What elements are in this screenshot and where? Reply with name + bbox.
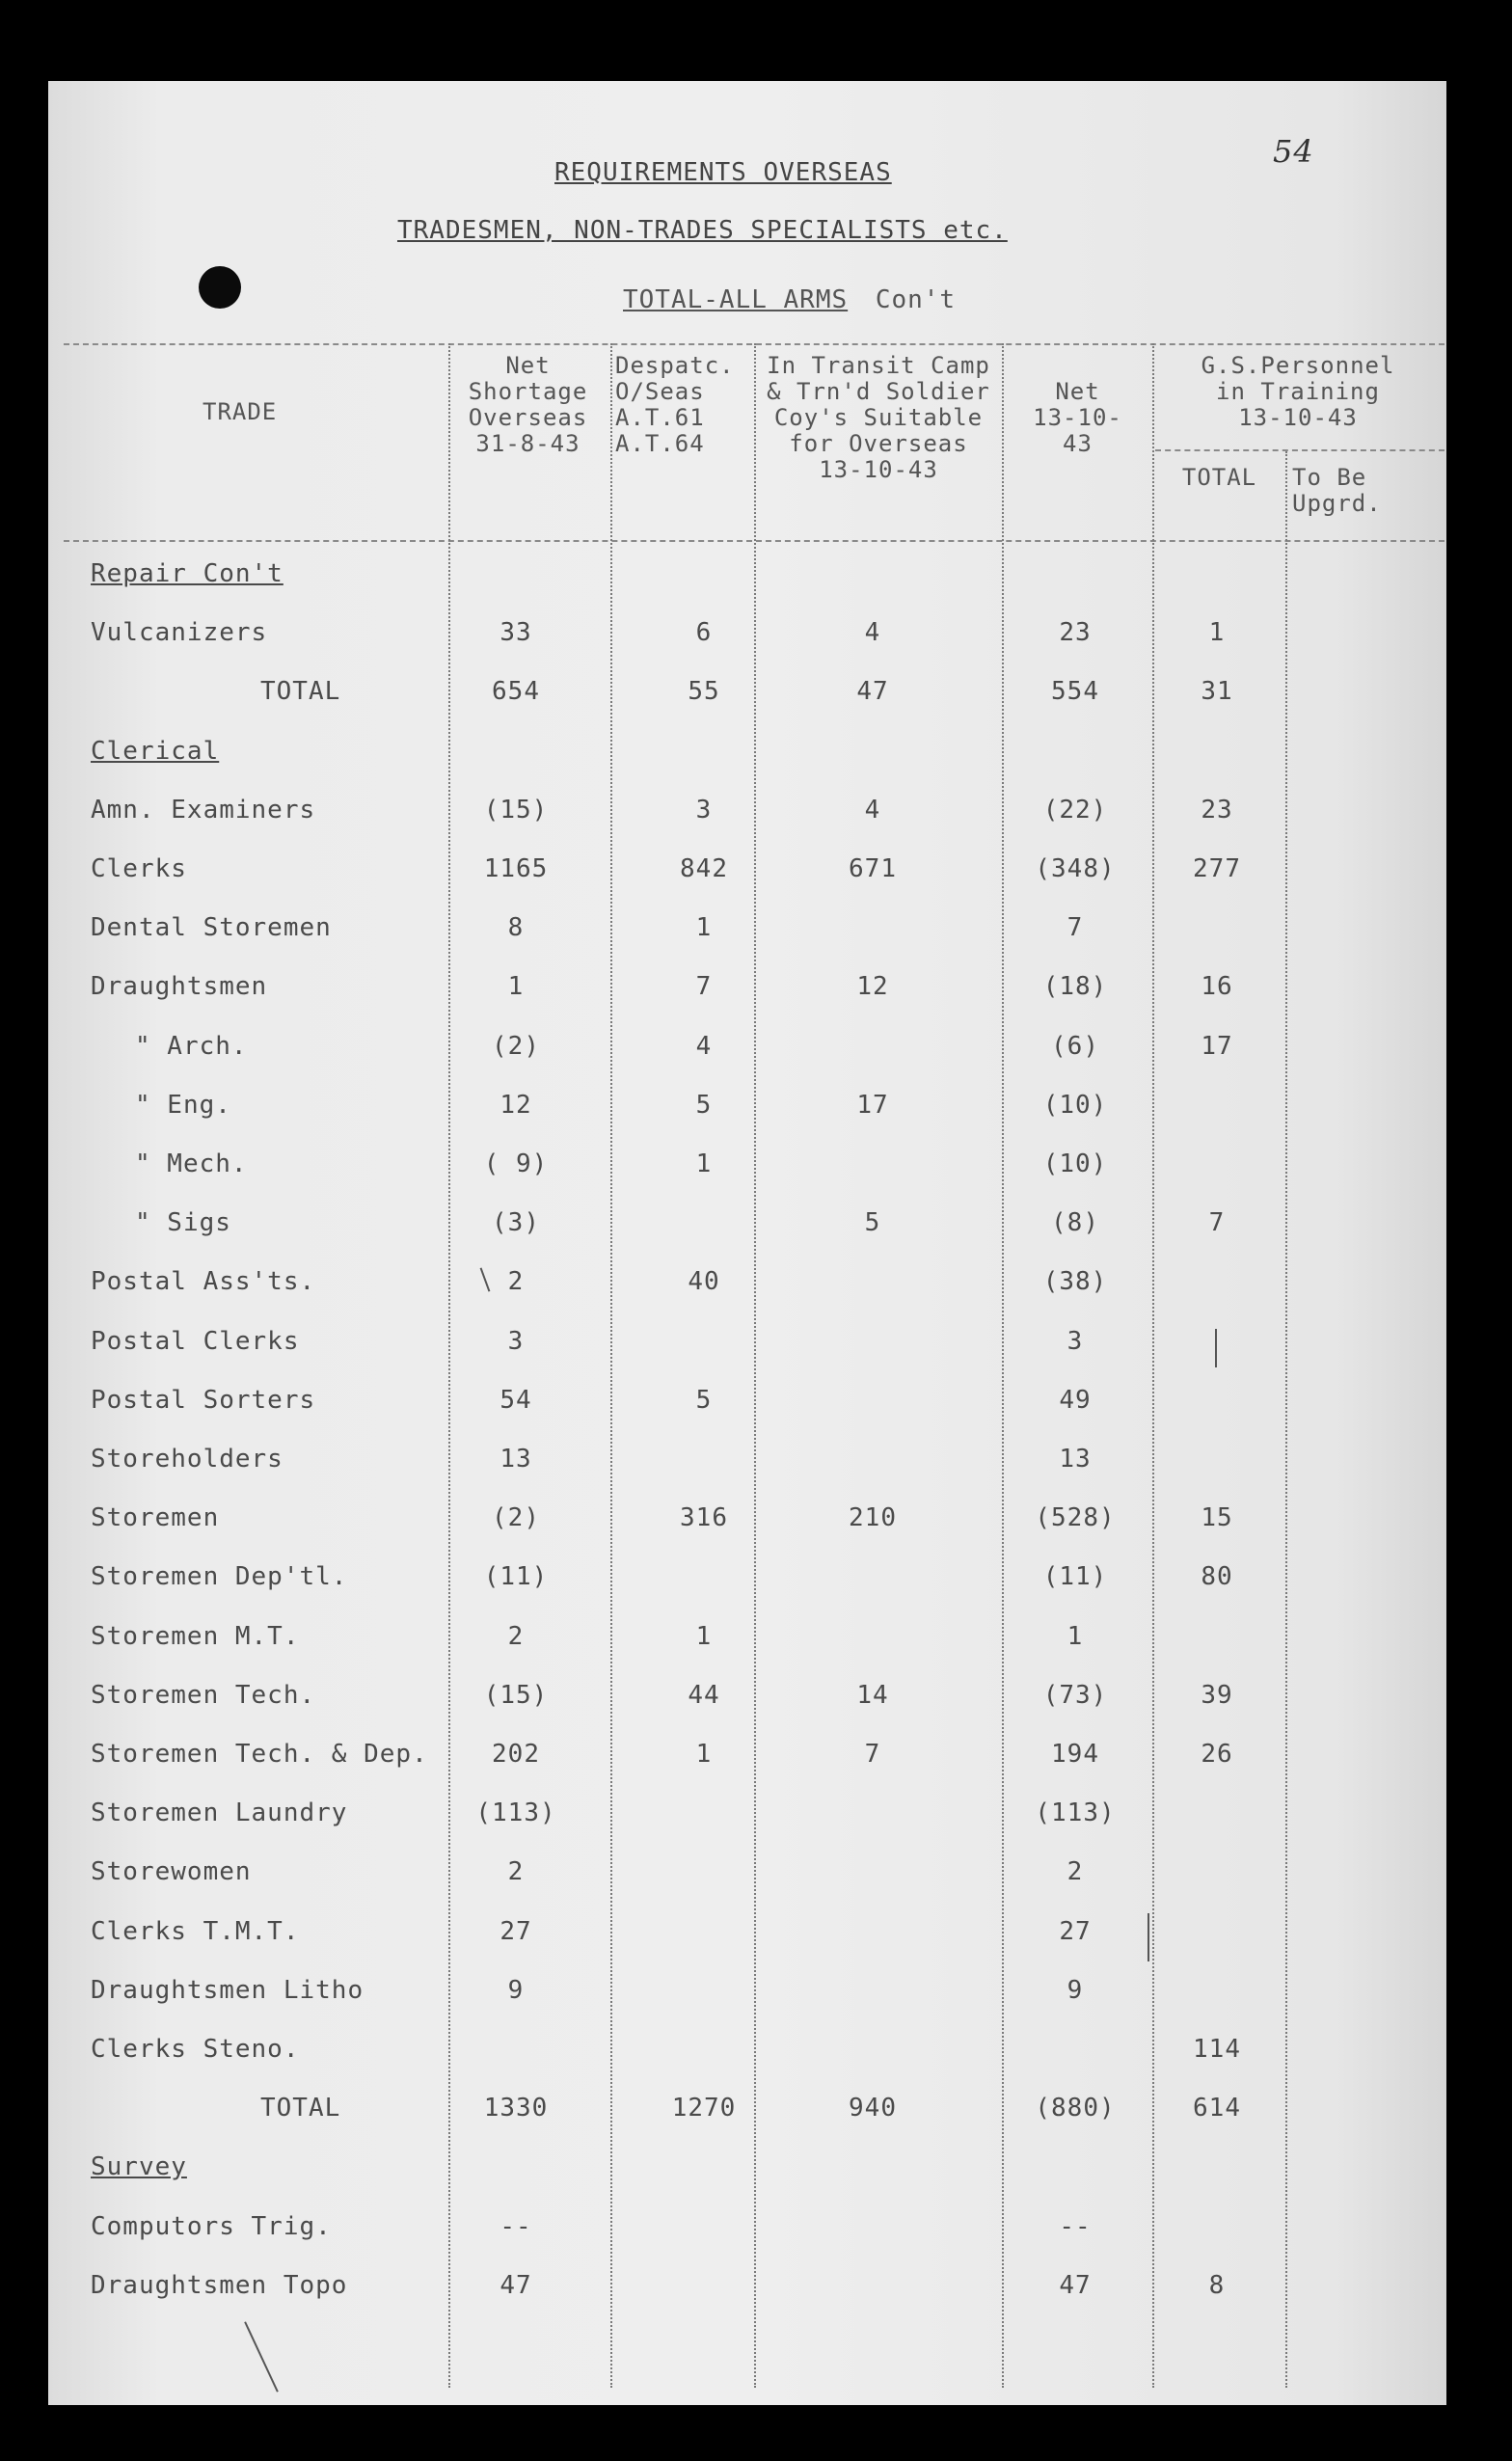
header-to-be-upgraded-line: Upgrd. bbox=[1292, 490, 1382, 517]
cell-col-4: (10) bbox=[1042, 1149, 1108, 1178]
cell-col-1: 33 bbox=[500, 618, 532, 648]
cell-col-5: 80 bbox=[1201, 1562, 1233, 1592]
cell-col-3: 210 bbox=[849, 1503, 897, 1533]
cell-col-4: (22) bbox=[1042, 795, 1108, 825]
section-heading: Survey bbox=[91, 2152, 187, 2182]
trade-label: " Mech. bbox=[135, 1149, 248, 1178]
trade-label: Draughtsmen Litho bbox=[91, 1975, 364, 2005]
col-sep-5 bbox=[1152, 343, 1154, 2388]
document-page bbox=[48, 81, 1446, 2405]
header-trade: TRADE bbox=[202, 398, 278, 425]
col-sep-2 bbox=[610, 343, 612, 2388]
trade-label: " Sigs bbox=[135, 1208, 231, 1238]
col-sep-3 bbox=[754, 343, 756, 2388]
trade-label: Amn. Examiners bbox=[91, 795, 316, 825]
cell-col-4: 47 bbox=[1059, 2270, 1092, 2300]
cell-col-5: 16 bbox=[1201, 972, 1233, 1002]
cell-col-5: 31 bbox=[1201, 677, 1233, 707]
pen-mark bbox=[244, 2321, 279, 2392]
trade-label: Postal Ass'ts. bbox=[91, 1267, 316, 1297]
total-label: TOTAL bbox=[260, 677, 341, 707]
header-net bbox=[1003, 379, 1152, 457]
cell-col-2: 4 bbox=[695, 1031, 713, 1061]
header-net-line: 13-10- bbox=[1033, 404, 1122, 431]
cell-col-3: 671 bbox=[849, 854, 897, 883]
header-net-line: Net bbox=[1055, 378, 1100, 405]
trade-label: " Arch. bbox=[135, 1031, 248, 1061]
header-net-shortage-line: Overseas bbox=[468, 404, 588, 431]
col-sep-6 bbox=[1285, 451, 1287, 2388]
pen-mark bbox=[1148, 1913, 1149, 1961]
cell-col-5: 614 bbox=[1193, 2094, 1241, 2123]
cell-col-4: 1 bbox=[1066, 1621, 1084, 1651]
trade-label: Vulcanizers bbox=[91, 618, 268, 648]
cell-col-5: 114 bbox=[1193, 2035, 1241, 2064]
header-despatched bbox=[609, 353, 760, 457]
cell-col-1: 54 bbox=[500, 1385, 532, 1415]
cell-col-4: 27 bbox=[1059, 1916, 1092, 1946]
cell-col-2: 44 bbox=[688, 1680, 720, 1710]
header-in-transit-line: & Trn'd Soldier bbox=[767, 378, 990, 405]
cell-col-3: 17 bbox=[856, 1090, 889, 1120]
title-line-3-main: TOTAL-ALL ARMS bbox=[623, 285, 849, 314]
cell-col-3: 7 bbox=[864, 1740, 881, 1769]
cell-col-1: 654 bbox=[492, 677, 540, 707]
header-in-transit-line: In Transit Camp bbox=[767, 352, 990, 379]
header-to-be-upgraded-line: To Be bbox=[1292, 464, 1367, 491]
cell-col-2: 1 bbox=[695, 1740, 713, 1769]
cell-col-5: 26 bbox=[1201, 1740, 1233, 1769]
trade-label: Postal Sorters bbox=[91, 1385, 316, 1415]
trade-label: Draughtsmen bbox=[91, 972, 268, 1002]
header-gs-personnel bbox=[1153, 353, 1443, 431]
trade-label: Dental Storemen bbox=[91, 913, 332, 943]
cell-col-4: 554 bbox=[1051, 677, 1099, 707]
trade-label: Storemen Laundry bbox=[91, 1798, 348, 1828]
trade-label: Storeholders bbox=[91, 1445, 284, 1474]
trade-label: Computors Trig. bbox=[91, 2211, 332, 2241]
cell-col-5: 15 bbox=[1201, 1503, 1233, 1533]
header-net-line: 43 bbox=[1063, 430, 1093, 457]
cell-col-5: 1 bbox=[1208, 618, 1226, 648]
cell-col-2: 7 bbox=[695, 972, 713, 1002]
page-number: 54 bbox=[1273, 133, 1314, 170]
cell-col-1: (3) bbox=[492, 1208, 540, 1238]
header-to-be-upgraded bbox=[1286, 465, 1450, 517]
cell-col-4: (10) bbox=[1042, 1090, 1108, 1120]
cell-col-4: 9 bbox=[1066, 1975, 1084, 2005]
header-in-transit-line: for Overseas bbox=[789, 430, 968, 457]
cell-col-4: -- bbox=[1059, 2211, 1092, 2241]
col-sep-1 bbox=[448, 343, 450, 2388]
trade-label: Storemen M.T. bbox=[91, 1621, 300, 1651]
trade-label: Storemen Dep'tl. bbox=[91, 1562, 348, 1592]
trade-label: " Eng. bbox=[135, 1090, 231, 1120]
header-gs-personnel-line: 13-10-43 bbox=[1238, 404, 1358, 431]
cell-col-1: (11) bbox=[483, 1562, 549, 1592]
header-despatched-line: A.T.61 bbox=[615, 404, 705, 431]
cell-col-1: -- bbox=[500, 2211, 532, 2241]
cell-col-4: 7 bbox=[1066, 913, 1084, 943]
trade-label: Clerks Steno. bbox=[91, 2035, 300, 2064]
cell-col-2: 842 bbox=[680, 854, 728, 883]
punch-hole bbox=[199, 266, 241, 309]
cell-col-4: (73) bbox=[1042, 1680, 1108, 1710]
total-label: TOTAL bbox=[260, 2094, 341, 2123]
cell-col-5: 23 bbox=[1201, 795, 1233, 825]
cell-col-2: 5 bbox=[695, 1090, 713, 1120]
cell-col-3: 14 bbox=[856, 1680, 889, 1710]
cell-col-4: 194 bbox=[1051, 1740, 1099, 1769]
cell-col-2: 316 bbox=[680, 1503, 728, 1533]
cell-col-4: (8) bbox=[1051, 1208, 1099, 1238]
header-net-shortage bbox=[429, 353, 627, 457]
cell-col-5: 17 bbox=[1201, 1031, 1233, 1061]
cell-col-4: (18) bbox=[1042, 972, 1108, 1002]
cell-col-4: (6) bbox=[1051, 1031, 1099, 1061]
cell-col-1: ( 9) bbox=[483, 1149, 549, 1178]
cell-col-3: 5 bbox=[864, 1208, 881, 1238]
trade-label: Storemen Tech. bbox=[91, 1680, 316, 1710]
cell-col-4: (38) bbox=[1042, 1267, 1108, 1297]
cell-col-3: 47 bbox=[856, 677, 889, 707]
title-line-3 bbox=[623, 285, 956, 314]
cell-col-2: 6 bbox=[695, 618, 713, 648]
cell-col-1: 1330 bbox=[483, 2094, 549, 2123]
cell-col-4: 13 bbox=[1059, 1445, 1092, 1474]
cell-col-1: (113) bbox=[475, 1798, 556, 1828]
cell-col-1: 2 bbox=[507, 1857, 525, 1887]
cell-col-4: 23 bbox=[1059, 618, 1092, 648]
cell-col-3: 940 bbox=[849, 2094, 897, 2123]
trade-label: Clerks T.M.T. bbox=[91, 1916, 300, 1946]
cell-col-1: 9 bbox=[507, 1975, 525, 2005]
cell-col-1: 3 bbox=[507, 1326, 525, 1356]
cell-col-2: 1 bbox=[695, 1621, 713, 1651]
cell-col-1: 13 bbox=[500, 1445, 532, 1474]
cell-col-5: 8 bbox=[1208, 2270, 1226, 2300]
trade-label: Clerks bbox=[91, 854, 187, 883]
cell-col-2: 5 bbox=[695, 1385, 713, 1415]
cell-col-3: 4 bbox=[864, 618, 881, 648]
header-gs-total: TOTAL bbox=[1181, 464, 1257, 491]
header-gs-personnel-line: G.S.Personnel bbox=[1201, 352, 1395, 379]
title-line-3-suffix: Con't bbox=[875, 285, 957, 314]
header-despatched-line: O/Seas bbox=[615, 378, 705, 405]
cell-col-5: 39 bbox=[1201, 1680, 1233, 1710]
trade-label: Postal Clerks bbox=[91, 1326, 300, 1356]
cell-col-1: 2 bbox=[507, 1621, 525, 1651]
cell-col-4: (528) bbox=[1035, 1503, 1116, 1533]
header-despatched-line: Despatc. bbox=[615, 352, 735, 379]
header-in-transit bbox=[752, 353, 1005, 483]
trade-label: Draughtsmen Topo bbox=[91, 2270, 348, 2300]
cell-col-1: (2) bbox=[492, 1031, 540, 1061]
cell-col-5: 277 bbox=[1193, 854, 1241, 883]
cell-col-2: 1 bbox=[695, 913, 713, 943]
cell-col-1: 8 bbox=[507, 913, 525, 943]
cell-col-4: 49 bbox=[1059, 1385, 1092, 1415]
cell-col-4: (348) bbox=[1035, 854, 1116, 883]
cell-col-4: (880) bbox=[1035, 2094, 1116, 2123]
cell-col-4: (113) bbox=[1035, 1798, 1116, 1828]
cell-col-4: (11) bbox=[1042, 1562, 1108, 1592]
cell-col-5: 7 bbox=[1208, 1208, 1226, 1238]
cell-col-4: 2 bbox=[1066, 1857, 1084, 1887]
cell-col-2: 1 bbox=[695, 1149, 713, 1178]
cell-col-2: 3 bbox=[695, 795, 713, 825]
cell-col-1: 27 bbox=[500, 1916, 532, 1946]
cell-col-1: 47 bbox=[500, 2270, 532, 2300]
trade-label: Storemen Tech. & Dep. bbox=[91, 1740, 428, 1769]
cell-col-3: 4 bbox=[864, 795, 881, 825]
cell-col-2: 55 bbox=[688, 677, 720, 707]
cell-col-1: 1165 bbox=[483, 854, 549, 883]
title-line-1: REQUIREMENTS OVERSEAS bbox=[554, 158, 892, 187]
cell-col-1: (2) bbox=[492, 1503, 540, 1533]
col-sep-4 bbox=[1002, 343, 1004, 2388]
trade-label: Storewomen bbox=[91, 1857, 252, 1887]
trade-label: Storemen bbox=[91, 1503, 220, 1533]
section-heading: Clerical bbox=[91, 736, 220, 766]
cell-col-1: 2 bbox=[507, 1267, 525, 1297]
header-in-transit-line: 13-10-43 bbox=[819, 456, 938, 483]
header-despatched-line: A.T.64 bbox=[615, 430, 705, 457]
header-rule-sub bbox=[1155, 449, 1444, 451]
pen-mark bbox=[1215, 1329, 1217, 1367]
cell-col-1: (15) bbox=[483, 1680, 549, 1710]
header-net-shortage-line: 31-8-43 bbox=[475, 430, 580, 457]
header-in-transit-line: Coy's Suitable bbox=[773, 404, 984, 431]
title-line-2: TRADESMEN, NON-TRADES SPECIALISTS etc. bbox=[397, 216, 1008, 245]
header-net-shortage-line: Net bbox=[505, 352, 551, 379]
header-gs-personnel-line: in Training bbox=[1216, 378, 1380, 405]
cell-col-3: 12 bbox=[856, 972, 889, 1002]
section-heading: Repair Con't bbox=[91, 559, 284, 588]
cell-col-4: 3 bbox=[1066, 1326, 1084, 1356]
cell-col-1: 1 bbox=[507, 972, 525, 1002]
header-net-shortage-line: Shortage bbox=[468, 378, 588, 405]
cell-col-1: 12 bbox=[500, 1090, 532, 1120]
cell-col-2: 1270 bbox=[671, 2094, 737, 2123]
cell-col-1: (15) bbox=[483, 795, 549, 825]
cell-col-2: 40 bbox=[688, 1267, 720, 1297]
cell-col-1: 202 bbox=[492, 1740, 540, 1769]
